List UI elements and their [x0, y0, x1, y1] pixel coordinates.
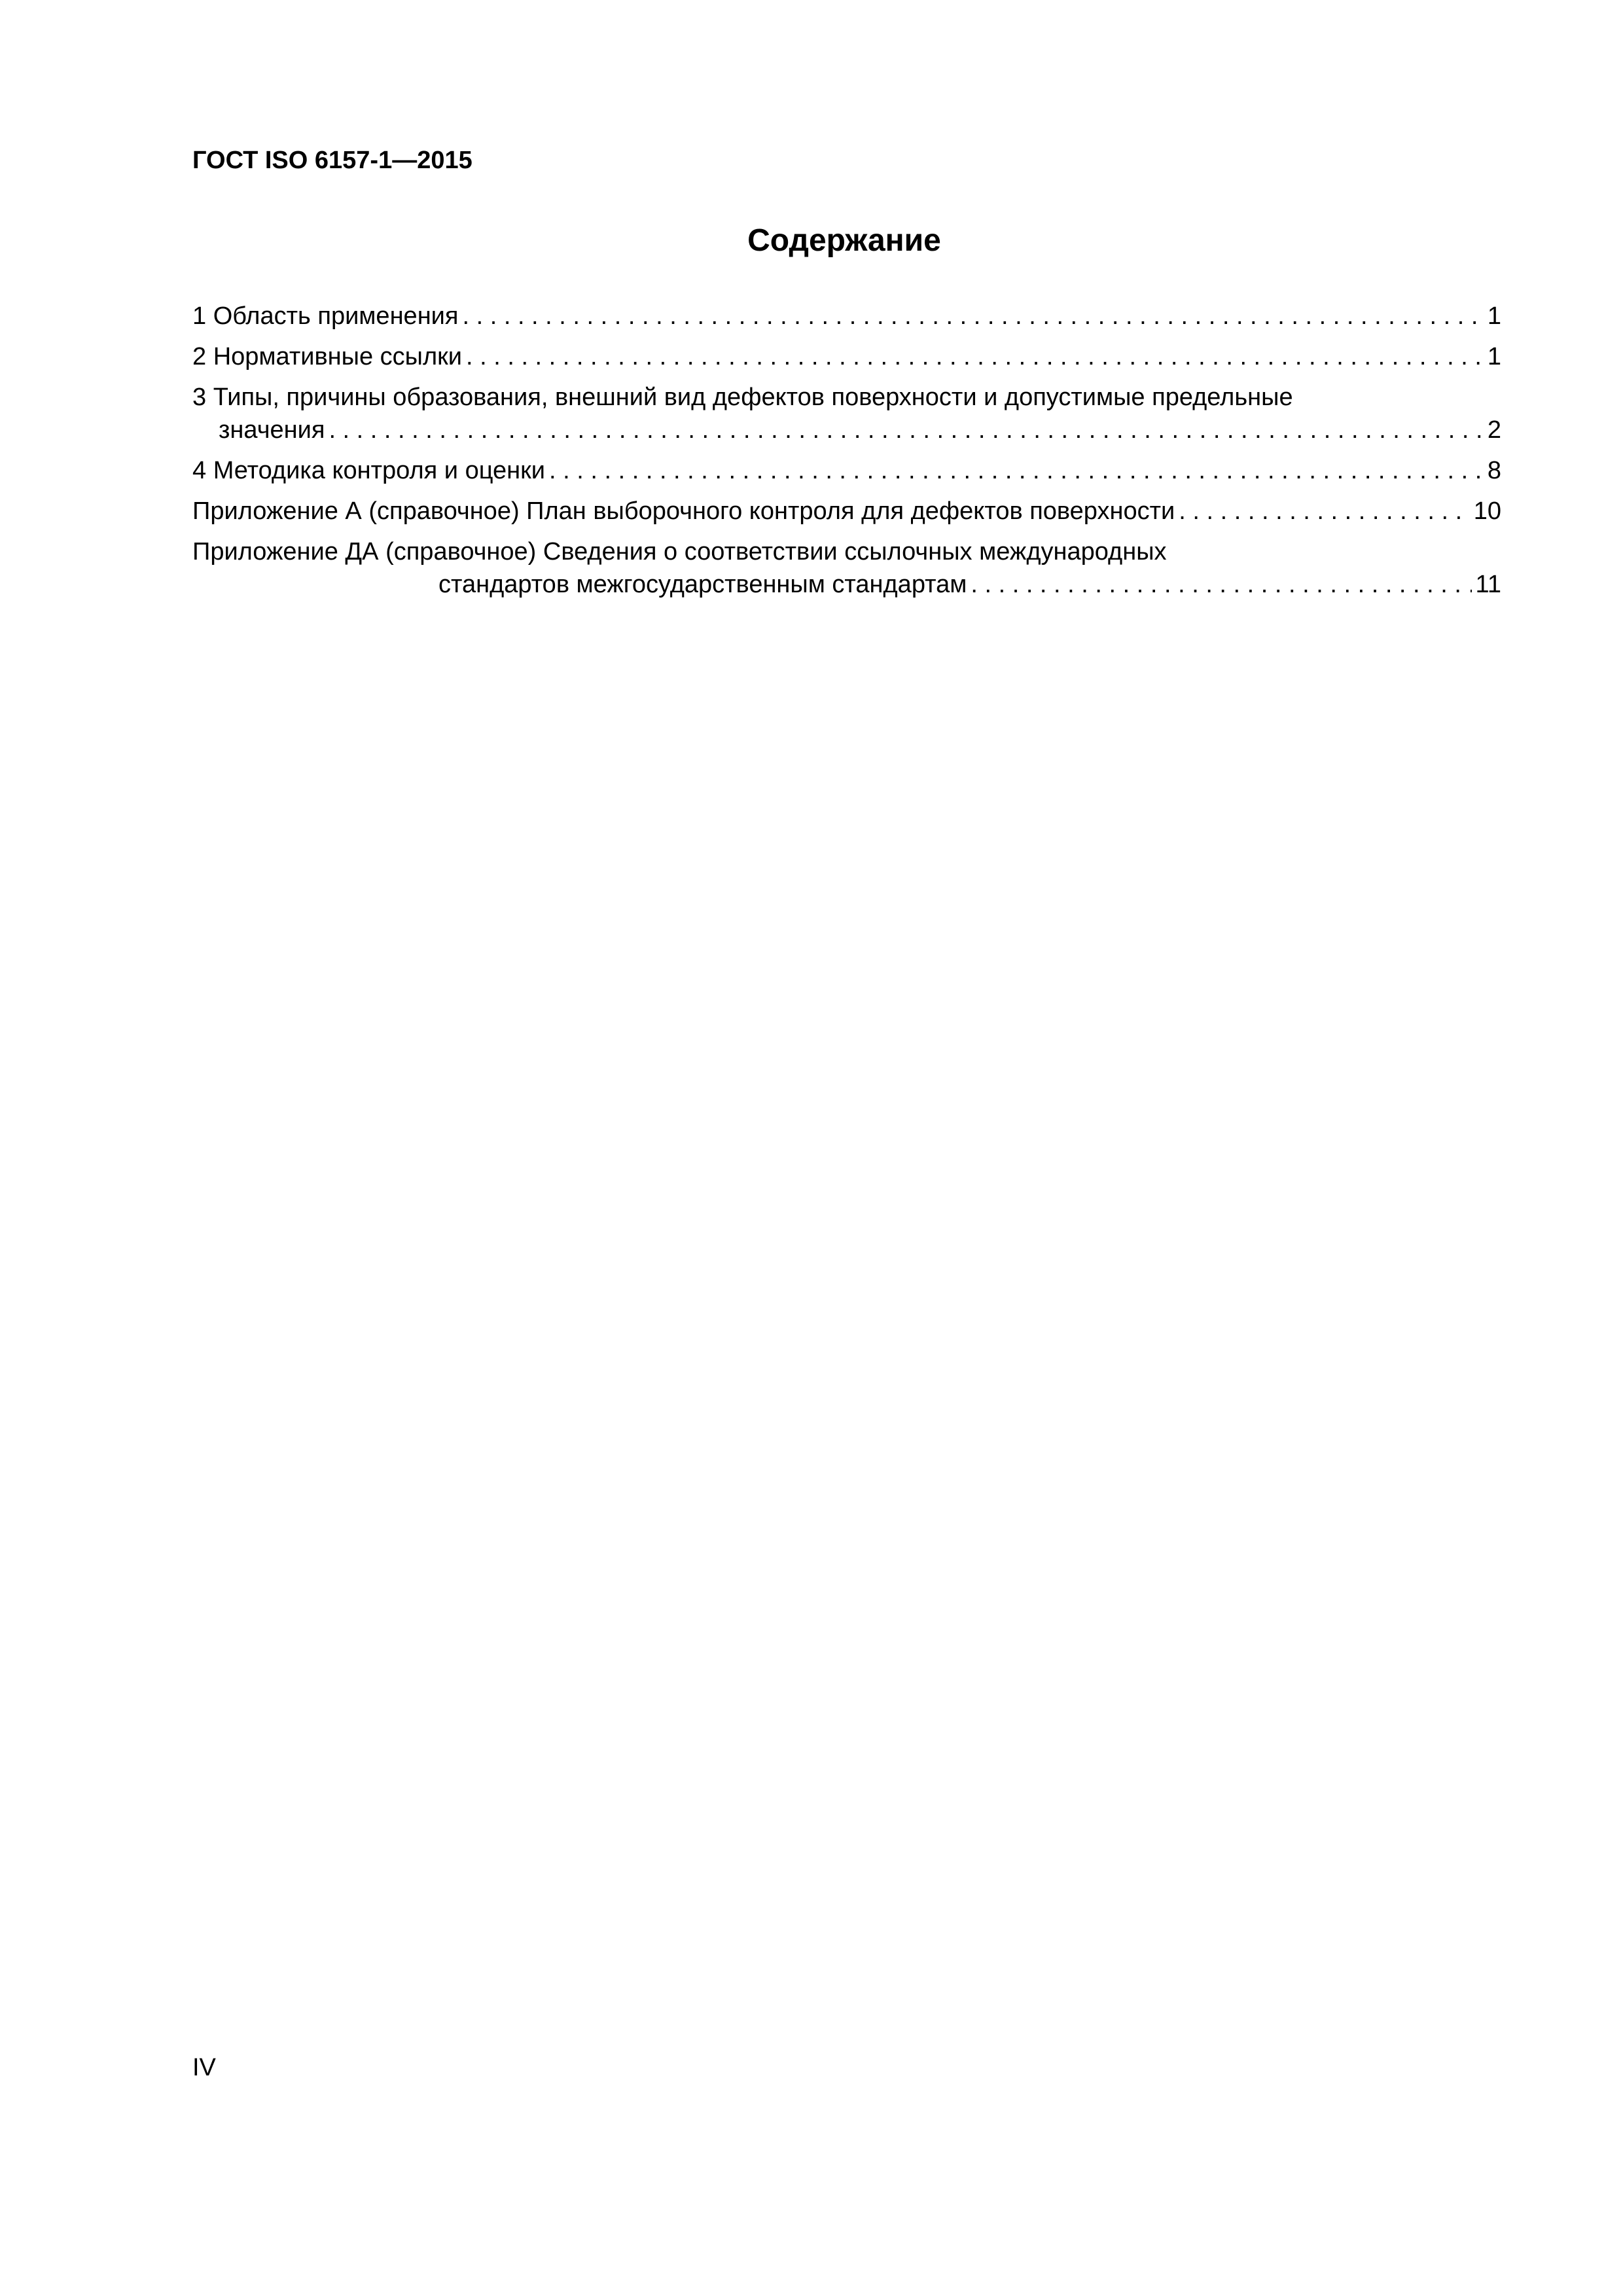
toc-entry-page: 1	[1487, 343, 1501, 370]
toc-entry-label: 4 Методика контроля и оценки	[192, 457, 546, 484]
toc-entry-page: 8	[1487, 457, 1501, 484]
dot-leader	[329, 414, 1483, 446]
table-of-contents	[192, 300, 1501, 609]
dot-leader	[549, 454, 1484, 487]
toc-entry-3[interactable]	[192, 381, 1501, 446]
dot-leader	[1179, 495, 1469, 528]
toc-entry-appendix-da[interactable]	[192, 535, 1501, 601]
toc-entry-appendix-a[interactable]	[192, 495, 1501, 528]
page-title: Содержание	[747, 223, 941, 258]
dot-leader	[971, 568, 1471, 601]
toc-entry-page: 2	[1487, 416, 1501, 444]
toc-entry-page: 10	[1473, 497, 1501, 525]
toc-entry-page: 11	[1475, 571, 1501, 598]
toc-entry-label: 1 Область применения	[192, 302, 459, 330]
toc-entry-2[interactable]	[192, 340, 1501, 373]
dot-leader	[466, 340, 1484, 373]
toc-entry-label: Приложение ДА (справочное) Сведения о соответствии ссылочных международных	[192, 538, 1167, 565]
toc-entry-4[interactable]	[192, 454, 1501, 487]
toc-entry-label-continued: значения	[219, 416, 325, 444]
toc-entry-page: 1	[1487, 302, 1501, 330]
page-number: IV	[192, 2054, 216, 2081]
toc-entry-label: 2 Нормативные ссылки	[192, 343, 462, 370]
dot-leader	[462, 300, 1483, 332]
document-code: ГОСТ ISO 6157-1—2015	[192, 147, 473, 174]
toc-entry-1[interactable]	[192, 300, 1501, 332]
toc-entry-label: 3 Типы, причины образования, внешний вид дефектов поверхности и допустимые предельные	[192, 384, 1293, 411]
toc-entry-label: Приложение А (справочное) План выборочного контроля для дефектов поверхности	[192, 497, 1175, 525]
toc-entry-label-continued: стандартов межгосударственным стандартам	[438, 571, 967, 598]
